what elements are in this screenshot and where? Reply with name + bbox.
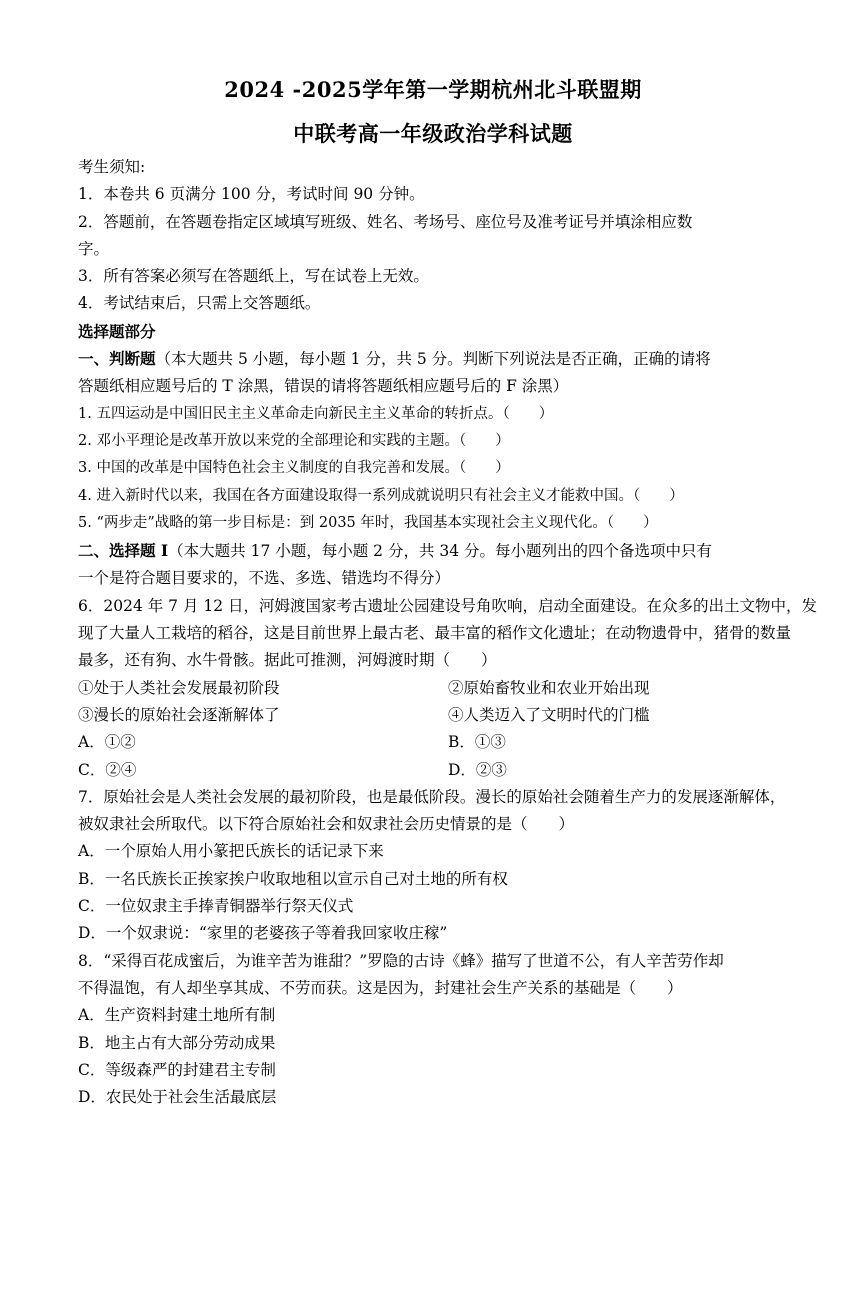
answer-option: A．一个原始人用小篆把氏族长的话记录下来 (78, 842, 384, 861)
answer-option: D．一个奴隶说：“家里的老婆孩子等着我回家收庄稼” (78, 924, 448, 943)
section-label: 二、选择题 I (78, 541, 169, 561)
judgement-question: 3. 中国的改革是中国特色社会主义制度的自我完善和发展。（ ） (78, 460, 510, 477)
part-heading: 选择题部分 (78, 321, 156, 341)
answer-option: C．一位奴隶主手捧青铜器举行祭天仪式 (78, 897, 354, 916)
section-description: （本大题共 5 小题，每小题 1 分，共 5 分。判断下列说法是否正确，正确的请将 (155, 350, 711, 369)
statement: ④人类迈入了文明时代的门槛 (448, 705, 650, 724)
judgement-question: 1. 五四运动是中国旧民主主义革命走向新民主主义革命的转折点。（ ） (78, 405, 554, 422)
answer-option: A．①② (78, 733, 136, 752)
section-description: 一个是符合题目要求的，不选、多选、错选均不得分） (78, 569, 451, 588)
exam-title-line1: 2024 -2025学年第一学期杭州北斗联盟期 (224, 77, 642, 102)
notice-block (78, 154, 788, 318)
judgement-question: 2. 邓小平理论是改革开放以来党的全部理论和实践的主题。（ ） (78, 432, 510, 449)
section-choice (78, 537, 788, 593)
answer-option: C．②④ (78, 760, 137, 779)
question-stem: 现了大量人工栽培的稻谷，这是目前世界上最古老、最丰富的稻作文化遗址；在动物遗骨中，猪骨的数量 (78, 624, 792, 643)
question-stem: 最多，还有狗、水牛骨骸。据此可推测，河姆渡时期（ ） (78, 651, 497, 670)
section-description: （本大题共 17 小题，每小题 2 分，共 34 分。每小题列出的四个备选项中只有 (168, 542, 713, 561)
statement: ①处于人类社会发展最初阶段 (78, 678, 280, 697)
answer-option: B．地主占有大部分劳动成果 (78, 1033, 276, 1052)
section-judgement (78, 345, 788, 537)
answer-option: B．一名氏族长正挨家挨户收取地租以宣示自己对土地的所有权 (78, 869, 508, 888)
notice-item: 4．考试结束后，只需上交答题纸。 (78, 294, 321, 313)
notice-heading: 考生须知: (78, 158, 146, 176)
question-stem: 8．“采得百花成蜜后，为谁辛苦为谁甜？”罗隐的古诗《蜂》描写了世道不公，有人辛苦劳作却 (78, 951, 724, 970)
question-stem: 7．原始社会是人类社会发展的最初阶段，也是最低阶段。漫长的原始社会随着生产力的发展逐渐解体， (78, 787, 786, 806)
exam-page (0, 78, 868, 1305)
question-stem: 不得温饱，有人却坐享其成、不劳而获。这是因为，封建社会生产关系的基础是（ ） (78, 978, 683, 997)
question-stem: 6．2024 年 7 月 12 日，河姆渡国家考古遗址公园建设号角吹响，启动全面建设。在众多的出土文物中，发 (78, 596, 818, 615)
notice-item: 3．所有答案必须写在答题纸上，写在试卷上无效。 (78, 267, 429, 286)
statement: ②原始畜牧业和农业开始出现 (448, 678, 650, 697)
section-description: 答题纸相应题号后的 T 涂黑，错误的请将答题纸相应题号后的 F 涂黑） (78, 377, 569, 396)
judgement-question: 4. 进入新时代以来，我国在各方面建设取得一系列成就说明只有社会主义才能救中国。（ ） (78, 487, 684, 504)
question-stem: 被奴隶社会所取代。以下符合原始社会和奴隶社会历史情景的是（ ） (78, 815, 575, 834)
question-6 (78, 593, 818, 784)
answer-option: B．①③ (448, 733, 506, 752)
answer-option: D．②③ (448, 760, 507, 779)
statement: ③漫长的原始社会逐渐解体了 (78, 705, 280, 724)
answer-option: A．生产资料封建土地所有制 (78, 1006, 276, 1025)
judgement-question: 5. “两步走”战略的第一步目标是：到 2035 年时，我国基本实现社会主义现代化。（ ） (78, 514, 658, 531)
answer-option: C．等级森严的封建君主专制 (78, 1060, 276, 1079)
section-label: 一、判断题 (78, 349, 156, 369)
notice-item: 1．本卷共 6 页满分 100 分，考试时间 90 分钟。 (78, 185, 425, 204)
question-7 (78, 784, 788, 948)
answer-option: D．农民处于社会生活最底层 (78, 1088, 277, 1107)
exam-title-line2: 中联考高一年级政治学科试题 (293, 121, 573, 146)
notice-item: 2．答题前，在答题卷指定区域填写班级、姓名、考场号、座位号及准考证号并填涂相应数 (78, 212, 693, 231)
question-8 (78, 948, 788, 1112)
notice-item: 字。 (78, 239, 110, 258)
